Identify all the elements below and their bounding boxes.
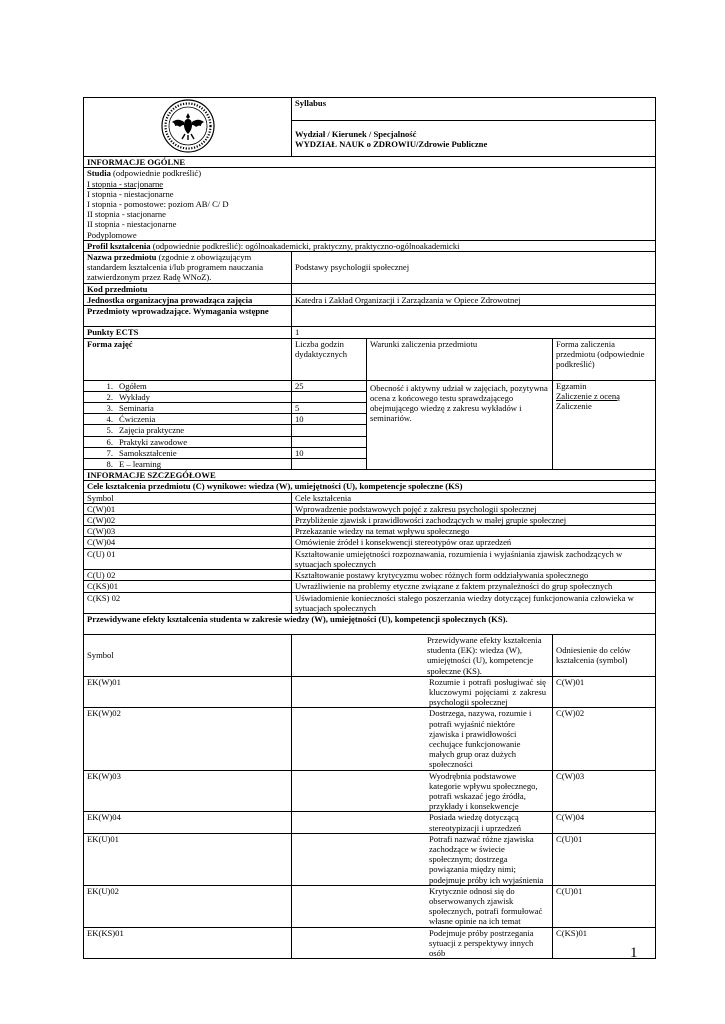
- syllabus-table: [83, 97, 656, 959]
- goal-text: Kształtowanie umiejętności rozpoznawania, rozumienia i wyjaśniania zjawisk zachodzących w sytuacjach społecznych: [292, 548, 656, 569]
- outcome-cell: [292, 833, 553, 885]
- course-name-label-cell: [84, 252, 292, 284]
- form-hours: [292, 436, 367, 447]
- outcome-cell: [292, 708, 553, 770]
- outcome-symbol: EK(U)02: [84, 885, 292, 927]
- outcome-ref: C(U)01: [553, 833, 656, 885]
- outcome-ref: C(U)01: [553, 885, 656, 927]
- outcome-text: Dostrzega, nazywa, rozumie i potrafi wyjaśnić niektóre zjawiska i prawidłowości cechujące funkcjonowanie małych grup oraz dużych społeczności: [429, 708, 532, 770]
- outcome-text: Krytycznie odnosi się do obserwowanych zjawisk społecznych, potrafi formułować własne opinie na ich temat: [429, 885, 543, 927]
- studies-option: Podyplomowe: [87, 229, 137, 240]
- outcome-ref: C(W)02: [553, 708, 656, 770]
- outcome-text: Rozumie i potrafi posługiwać się kluczowymi pojęciami z zakresu psychologii społecznej: [429, 676, 546, 708]
- outcome-symbol: EK(W)01: [84, 676, 292, 708]
- goal-symbol: C(U) 02: [84, 570, 292, 581]
- goal-symbol: C(W)02: [84, 515, 292, 526]
- outcome-ref: C(KS)01: [553, 927, 656, 959]
- form-item: 3. Seminaria: [84, 403, 292, 414]
- form-item: 6. Praktyki zawodowe: [84, 436, 292, 447]
- faculty-cell: [292, 121, 656, 157]
- form-hours: [292, 459, 367, 470]
- goal-text: Uświadomienie konieczności stałego poszerzania wiedzy dotyczącej funkcjonowania człowieka w sytuacjach społecznych: [292, 592, 656, 613]
- faculty-value: WYDZIAŁ NAUK o ZDROWIU/Zdrowie Publiczne: [295, 138, 488, 149]
- course-name-label: Nazwa przedmiotu: [87, 252, 157, 263]
- outcomes-heading: Przewidywane efekty kształcenia studenta w zakresie wiedzy (W), umiejętności (U), kompetencji społecznych (KS).: [84, 613, 656, 634]
- unit-label: Jednostka organizacyjna prowadząca zajęcia: [84, 295, 292, 306]
- profile-label: Profil kształcenia: [87, 240, 151, 251]
- form-hours: 10: [292, 414, 367, 425]
- outcome-symbol: EK(W)02: [84, 708, 292, 770]
- studies-option: I stopnia - pomostowe: poziom AB/ C/ D: [87, 199, 229, 210]
- university-seal-cell: [84, 98, 292, 157]
- faculty-label: Wydział / Kierunek / Specjalność: [295, 128, 417, 139]
- form-hours: 10: [292, 447, 367, 458]
- outcome-text: Posiada wiedzę dotyczącą stereotypizacji i uprzedzeń: [429, 812, 522, 833]
- outcome-text: Wyodrębnia podstawowe kategorie wpływu społecznego, potrafi wskazać jego źródła, przykłady i konsekwencje: [429, 770, 538, 812]
- outcome-ref: C(W)04: [553, 812, 656, 833]
- prerequisites-label: Przedmioty wprowadzające. Wymagania wstępne: [84, 306, 292, 327]
- unit-value: Katedra i Zakład Organizacji i Zarządzania w Opiece Zdrowotnej: [292, 295, 656, 306]
- studies-option: I stopnia - niestacjonarne: [87, 188, 174, 199]
- goal-text: Przekazanie wiedzy na temat wpływu społecznego: [292, 526, 656, 537]
- outcome-text: Potrafi nazwać różne zjawiska zachodzące w świecie społecznym; dostrzega powiązania między nimi; podejmuje próby ich wyjaśnienia: [429, 833, 544, 885]
- studies-label: Studia: [87, 168, 111, 179]
- page-number: 1: [630, 945, 638, 961]
- form-hours: [292, 391, 367, 402]
- studies-cell: [84, 168, 656, 240]
- assessment-form-exam: Egzamin: [556, 380, 587, 391]
- goal-text: Wprowadzenie podstawowych pojęć z zakresu psychologii społecznej: [292, 503, 656, 514]
- form-item: 8. E – learning: [84, 459, 292, 470]
- form-item: 5. Zajęcia praktyczne: [84, 425, 292, 436]
- goal-text: Kształtowanie postawy krytycyzmu wobec różnych form oddziaływania społecznego: [292, 570, 656, 581]
- goal-symbol: C(W)01: [84, 503, 292, 514]
- assessment-forms: [553, 380, 656, 470]
- profile-options: (odpowiednie podkreślić): ogólnoakademicki, praktyczny, praktyczno-ogólnoakademicki: [150, 240, 460, 251]
- forms-label: Forma zajęć: [84, 338, 292, 380]
- syllabus-page: [83, 97, 655, 959]
- detailed-info-heading: INFORMACJE SZCZEGÓŁOWE: [84, 470, 656, 481]
- assessment-form-header: Forma zaliczenia przedmiotu (odpowiednie podkreślić): [553, 338, 656, 380]
- form-item: 1. Ogółem: [84, 380, 292, 391]
- course-name-hint: (zgodnie z obowiązującym standardem kształcenia i/lub programem nauczania zatwierdzonym przez Radę WNoZ).: [87, 252, 264, 283]
- form-hours: [292, 425, 367, 436]
- studies-option: II stopnia - niestacjonarne: [87, 219, 177, 230]
- course-code-label: Kod przedmiotu: [84, 284, 292, 295]
- hours-header: Liczba godzin dydaktycznych: [292, 338, 367, 380]
- profile-cell: [84, 240, 656, 251]
- goal-symbol: C(KS)01: [84, 581, 292, 592]
- form-item: 4. Ćwiczenia: [84, 414, 292, 425]
- assessment-form-graded: Zaliczenie z oceną: [556, 390, 620, 401]
- course-name-value: Podstawy psychologii społecznej: [292, 252, 656, 284]
- goal-symbol: C(W)04: [84, 537, 292, 548]
- goal-symbol: C(W)03: [84, 526, 292, 537]
- goals-col-goal: Cele kształcenia: [292, 492, 656, 503]
- form-hours: 25: [292, 380, 367, 391]
- outcome-cell: [292, 770, 553, 812]
- goals-col-symbol: Symbol: [84, 492, 292, 503]
- outcome-symbol: EK(U)01: [84, 833, 292, 885]
- goal-text: Omówienie źródeł i konsekwencji stereotypów oraz uprzedzeń: [292, 537, 656, 548]
- form-item: 7. Samokształcenie: [84, 447, 292, 458]
- assessment-form-pass: Zaliczenie: [556, 401, 592, 412]
- outcome-ref: C(W)01: [553, 676, 656, 708]
- general-info-heading: INFORMACJE OGÓLNE: [84, 157, 656, 168]
- goal-symbol: C(U) 01: [84, 548, 292, 569]
- outcome-cell: [292, 676, 553, 708]
- goals-heading: Cele kształcenia przedmiotu (C) wynikowe: wiedza (W), umiejętności (U), kompetencje społeczne (KS): [84, 481, 656, 492]
- conditions-text: Obecność i aktywny udział w zajęciach, pozytywna ocena z końcowego testu sprawdzającego obejmującego wiedzę z zakresu wykładów i seminariów.: [367, 380, 553, 470]
- studies-hint: (odpowiednie podkreślić): [110, 168, 202, 179]
- outcome-text: Podejmuje próby postrzegania sytuacji z perspektywy innych osób: [429, 927, 534, 958]
- ects-value: 1: [292, 327, 656, 338]
- outcome-symbol: EK(KS)01: [84, 927, 292, 959]
- studies-option: I stopnia - stacjonarne: [87, 178, 164, 189]
- university-seal-logo: [160, 98, 216, 154]
- outcome-symbol: EK(W)03: [84, 770, 292, 812]
- conditions-header: Warunki zaliczenia przedmiotu: [367, 338, 553, 380]
- outcomes-col-symbol: Symbol: [84, 634, 292, 676]
- ects-label: Punkty ECTS: [84, 327, 292, 338]
- syllabus-title: Syllabus: [292, 98, 656, 121]
- goal-text: Przybliżenie zjawisk i prawidłowości zachodzących w małej grupie społecznej: [292, 515, 656, 526]
- course-code-value: [292, 284, 656, 295]
- form-hours: 5: [292, 403, 367, 414]
- outcome-cell: [292, 812, 553, 833]
- outcome-cell: [292, 885, 553, 927]
- studies-option: II stopnia - stacjonarne: [87, 209, 166, 220]
- outcome-symbol: EK(W)04: [84, 812, 292, 833]
- outcome-ref: C(W)03: [553, 770, 656, 812]
- form-item: 2. Wykłady: [84, 391, 292, 402]
- prerequisites-value: [292, 306, 656, 327]
- outcome-cell: [292, 927, 553, 959]
- goal-text: Uwrażliwienie na problemy etyczne związane z faktem przynależności do grup społecznych: [292, 581, 656, 592]
- outcomes-col-effect: Przewidywane efekty kształcenia studenta (EK): wiedza (W), umiejętności (U), kompetencje społeczne (KS).: [292, 634, 553, 676]
- goal-symbol: C(KS) 02: [84, 592, 292, 613]
- outcomes-col-ref: Odniesienie do celów kształcenia (symbol): [553, 634, 656, 676]
